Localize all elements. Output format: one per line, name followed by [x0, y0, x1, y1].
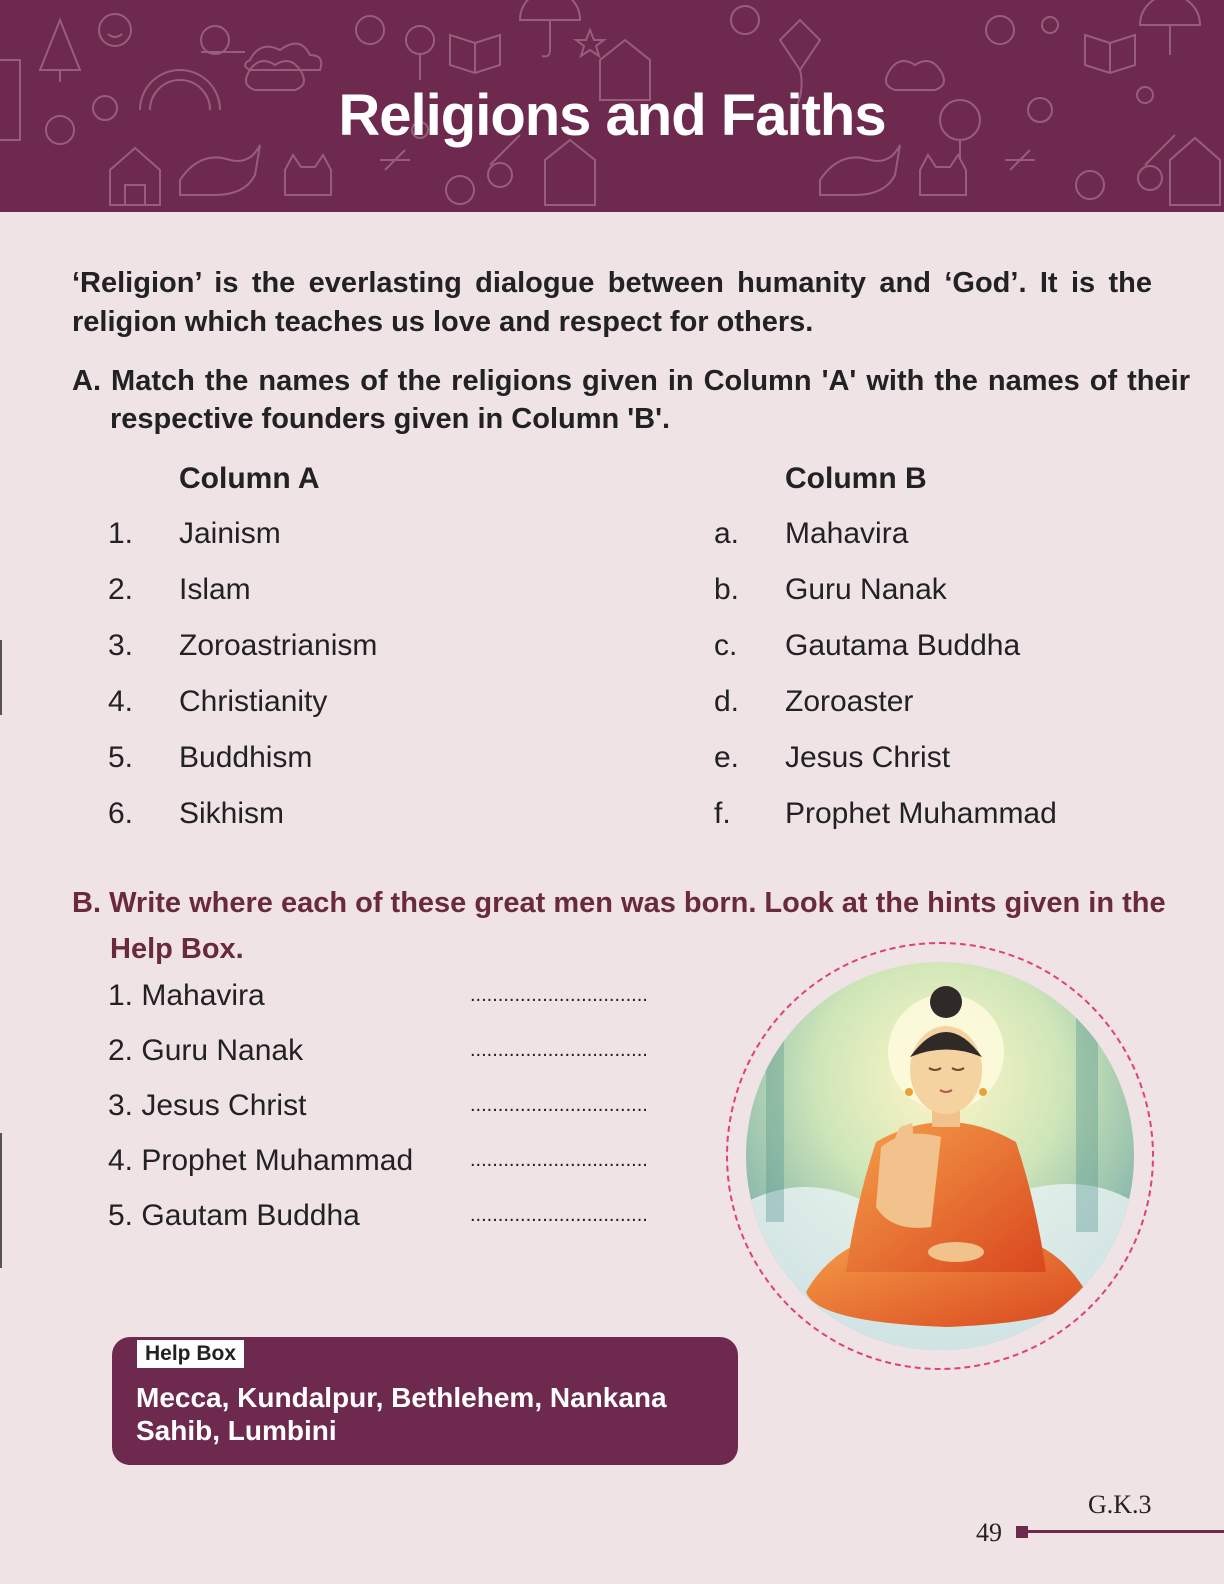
fill-in-label: 2. Guru Nanak [108, 1034, 304, 1067]
column-a-num: 5. [108, 741, 134, 774]
fill-in-label: 3. Jesus Christ [108, 1089, 307, 1122]
fill-in-label: 4. Prophet Muhammad [108, 1144, 414, 1177]
column-a-item: Sikhism [179, 797, 285, 830]
section-b-text: Write where each of these great men was born. Look at the hints given in the Help Box. [109, 887, 1166, 965]
column-b-item: Prophet Muhammad [785, 797, 1057, 830]
page-edge-mark [0, 1133, 2, 1268]
help-box-content: Mecca, Kundalpur, Bethlehem, Nankana Sahib, Lumbini [136, 1382, 667, 1446]
intro-paragraph: ‘Religion’ is the everlasting dialogue between humanity and ‘God’. It is the religion which teaches us love and respect for others. [72, 267, 1152, 338]
help-box [112, 1337, 738, 1465]
column-a-item: Zoroastrianism [179, 629, 378, 662]
column-a-item: Islam [179, 573, 251, 606]
column-a-num: 1. [108, 517, 134, 550]
column-a-num: 2. [108, 573, 134, 606]
column-b-letter: c. [714, 629, 738, 662]
fill-in-row [108, 1033, 688, 1073]
column-a-num: 3. [108, 629, 134, 662]
subject-label: G.K.3 [1088, 1490, 1152, 1519]
fill-in-label: 5. Gautam Buddha [108, 1199, 360, 1232]
fill-in-label: 1. Mahavira [108, 979, 265, 1012]
section-a-label: A. [72, 365, 101, 397]
footer-rule [1028, 1530, 1224, 1533]
column-b-letter: d. [714, 685, 740, 718]
column-b-item: Zoroaster [785, 685, 914, 718]
page-number: 49 [976, 1518, 1002, 1547]
column-a-num: 6. [108, 797, 134, 830]
column-b-title: Column B [785, 462, 927, 495]
fill-in-row [108, 1088, 688, 1128]
section-b-label: B. [72, 887, 101, 919]
fill-in-row [108, 978, 688, 1018]
footer-marker [1016, 1526, 1028, 1538]
fill-in-row [108, 1143, 688, 1183]
column-a-item: Buddhism [179, 741, 313, 774]
column-a-num: 4. [108, 685, 134, 718]
answer-blank[interactable]: ................................ [470, 1204, 648, 1226]
section-a-question [72, 362, 1190, 438]
buddha-illustration [746, 962, 1134, 1350]
help-box-title: Help Box [137, 1340, 244, 1368]
column-a-item: Jainism [179, 517, 281, 550]
answer-blank[interactable]: ................................ [470, 1094, 648, 1116]
column-b-letter: b. [714, 573, 740, 606]
column-b-item: Jesus Christ [785, 741, 951, 774]
column-b-letter: e. [714, 741, 740, 774]
page-edge-mark [0, 640, 2, 715]
column-b-item: Gautama Buddha [785, 629, 1021, 662]
buddha-illustration-frame [726, 942, 1154, 1370]
answer-blank[interactable]: ................................ [470, 984, 648, 1006]
answer-blank[interactable]: ................................ [470, 1149, 648, 1171]
column-a-item: Christianity [179, 685, 328, 718]
column-b-item: Mahavira [785, 517, 909, 550]
answer-blank[interactable]: ................................ [470, 1039, 648, 1061]
header-banner [0, 0, 1224, 212]
section-a-text: Match the names of the religions given in Column 'A' with the names of their respective founders given in Column 'B'. [110, 365, 1190, 435]
page-title: Religions and Faiths [338, 83, 886, 148]
column-b-letter: a. [714, 517, 740, 550]
column-a-title: Column A [179, 462, 320, 495]
column-b-item: Guru Nanak [785, 573, 947, 606]
fill-in-row [108, 1198, 688, 1238]
column-b-letter: f. [714, 797, 731, 830]
